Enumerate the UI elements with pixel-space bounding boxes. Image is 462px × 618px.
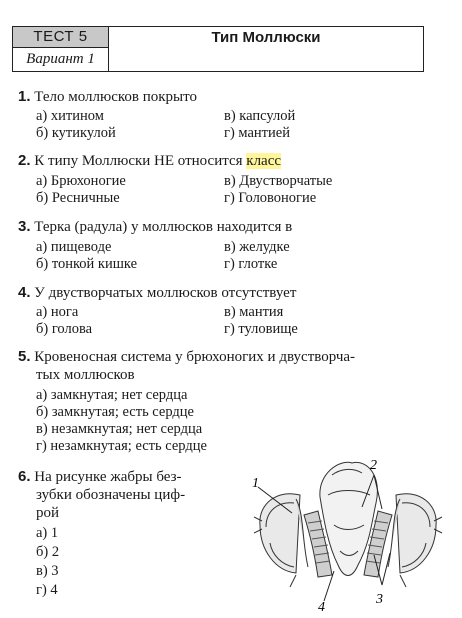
option-b[interactable]: б) кутикулой <box>36 125 116 141</box>
option-b[interactable]: б) голова <box>36 321 93 337</box>
option-a[interactable]: а) Брюхоногие <box>36 173 126 189</box>
figure-label-1: 1 <box>252 476 259 491</box>
question-text-line2: зубки обозначены циф- <box>36 487 186 503</box>
question-number: 5. <box>18 348 31 365</box>
option-a[interactable]: а) замкнутая; нет сердца <box>36 387 188 403</box>
figure-label-4: 4 <box>318 600 325 613</box>
question-number: 1. <box>18 88 31 105</box>
question-number: 3. <box>18 218 31 235</box>
question-2 <box>18 152 281 170</box>
mussel-illustration <box>248 455 448 613</box>
option-a[interactable]: а) пищеводе <box>36 239 112 255</box>
question-text: Тело моллюсков покрыто <box>34 89 197 105</box>
question-4 <box>18 284 296 302</box>
option-b[interactable]: б) замкнутая; есть сердце <box>36 404 194 420</box>
test-label: ТЕСТ 5 <box>13 27 109 48</box>
option-c[interactable]: в) желудке <box>224 239 290 255</box>
question-6 <box>18 468 185 522</box>
option-d[interactable]: г) мантией <box>224 125 290 141</box>
option-b[interactable]: б) Ресничные <box>36 190 120 206</box>
option-d[interactable]: г) глотке <box>224 256 278 272</box>
question-number: 4. <box>18 284 31 301</box>
option-d[interactable]: г) незамкнутая; есть сердце <box>36 438 207 454</box>
option-d[interactable]: г) 4 <box>36 582 58 598</box>
figure-label-3: 3 <box>376 592 383 607</box>
option-d[interactable]: г) Головоногие <box>224 190 317 206</box>
question-text: У двустворчатых моллюсков отсутствует <box>34 285 297 301</box>
option-a[interactable]: а) 1 <box>36 525 59 541</box>
option-a[interactable]: а) хитином <box>36 108 104 124</box>
question-text-line1: На рисунке жабры без- <box>34 469 182 485</box>
question-text-line2: тых моллюсков <box>36 367 135 383</box>
option-b[interactable]: б) 2 <box>36 544 60 560</box>
option-d[interactable]: г) туловище <box>224 321 298 337</box>
variant-label: Вариант 1 <box>13 48 109 71</box>
mollusk-anatomy-figure <box>248 455 448 613</box>
test-header <box>12 26 424 72</box>
question-3 <box>18 218 292 236</box>
option-c[interactable]: в) 3 <box>36 563 59 579</box>
option-c[interactable]: в) капсулой <box>224 108 296 124</box>
topic-title: Тип Моллюски <box>211 29 321 46</box>
question-5 <box>18 348 355 384</box>
question-text-line3: рой <box>36 505 60 521</box>
question-number: 2. <box>18 152 31 169</box>
highlighted-word: класс <box>246 153 282 169</box>
question-text: Терка (радула) у моллюсков находится в <box>34 219 293 235</box>
option-c[interactable]: в) Двустворчатые <box>224 173 333 189</box>
question-text: К типу Моллюски НЕ относится <box>34 153 247 169</box>
question-number: 6. <box>18 468 31 485</box>
figure-label-2: 2 <box>370 458 377 473</box>
question-1 <box>18 88 197 106</box>
option-c[interactable]: в) незамкнутая; нет сердца <box>36 421 203 437</box>
option-a[interactable]: а) нога <box>36 304 79 320</box>
option-c[interactable]: в) мантия <box>224 304 284 320</box>
question-text-line1: Кровеносная система у брюхоногих и двустворча- <box>34 349 356 365</box>
option-b[interactable]: б) тонкой кишке <box>36 256 138 272</box>
